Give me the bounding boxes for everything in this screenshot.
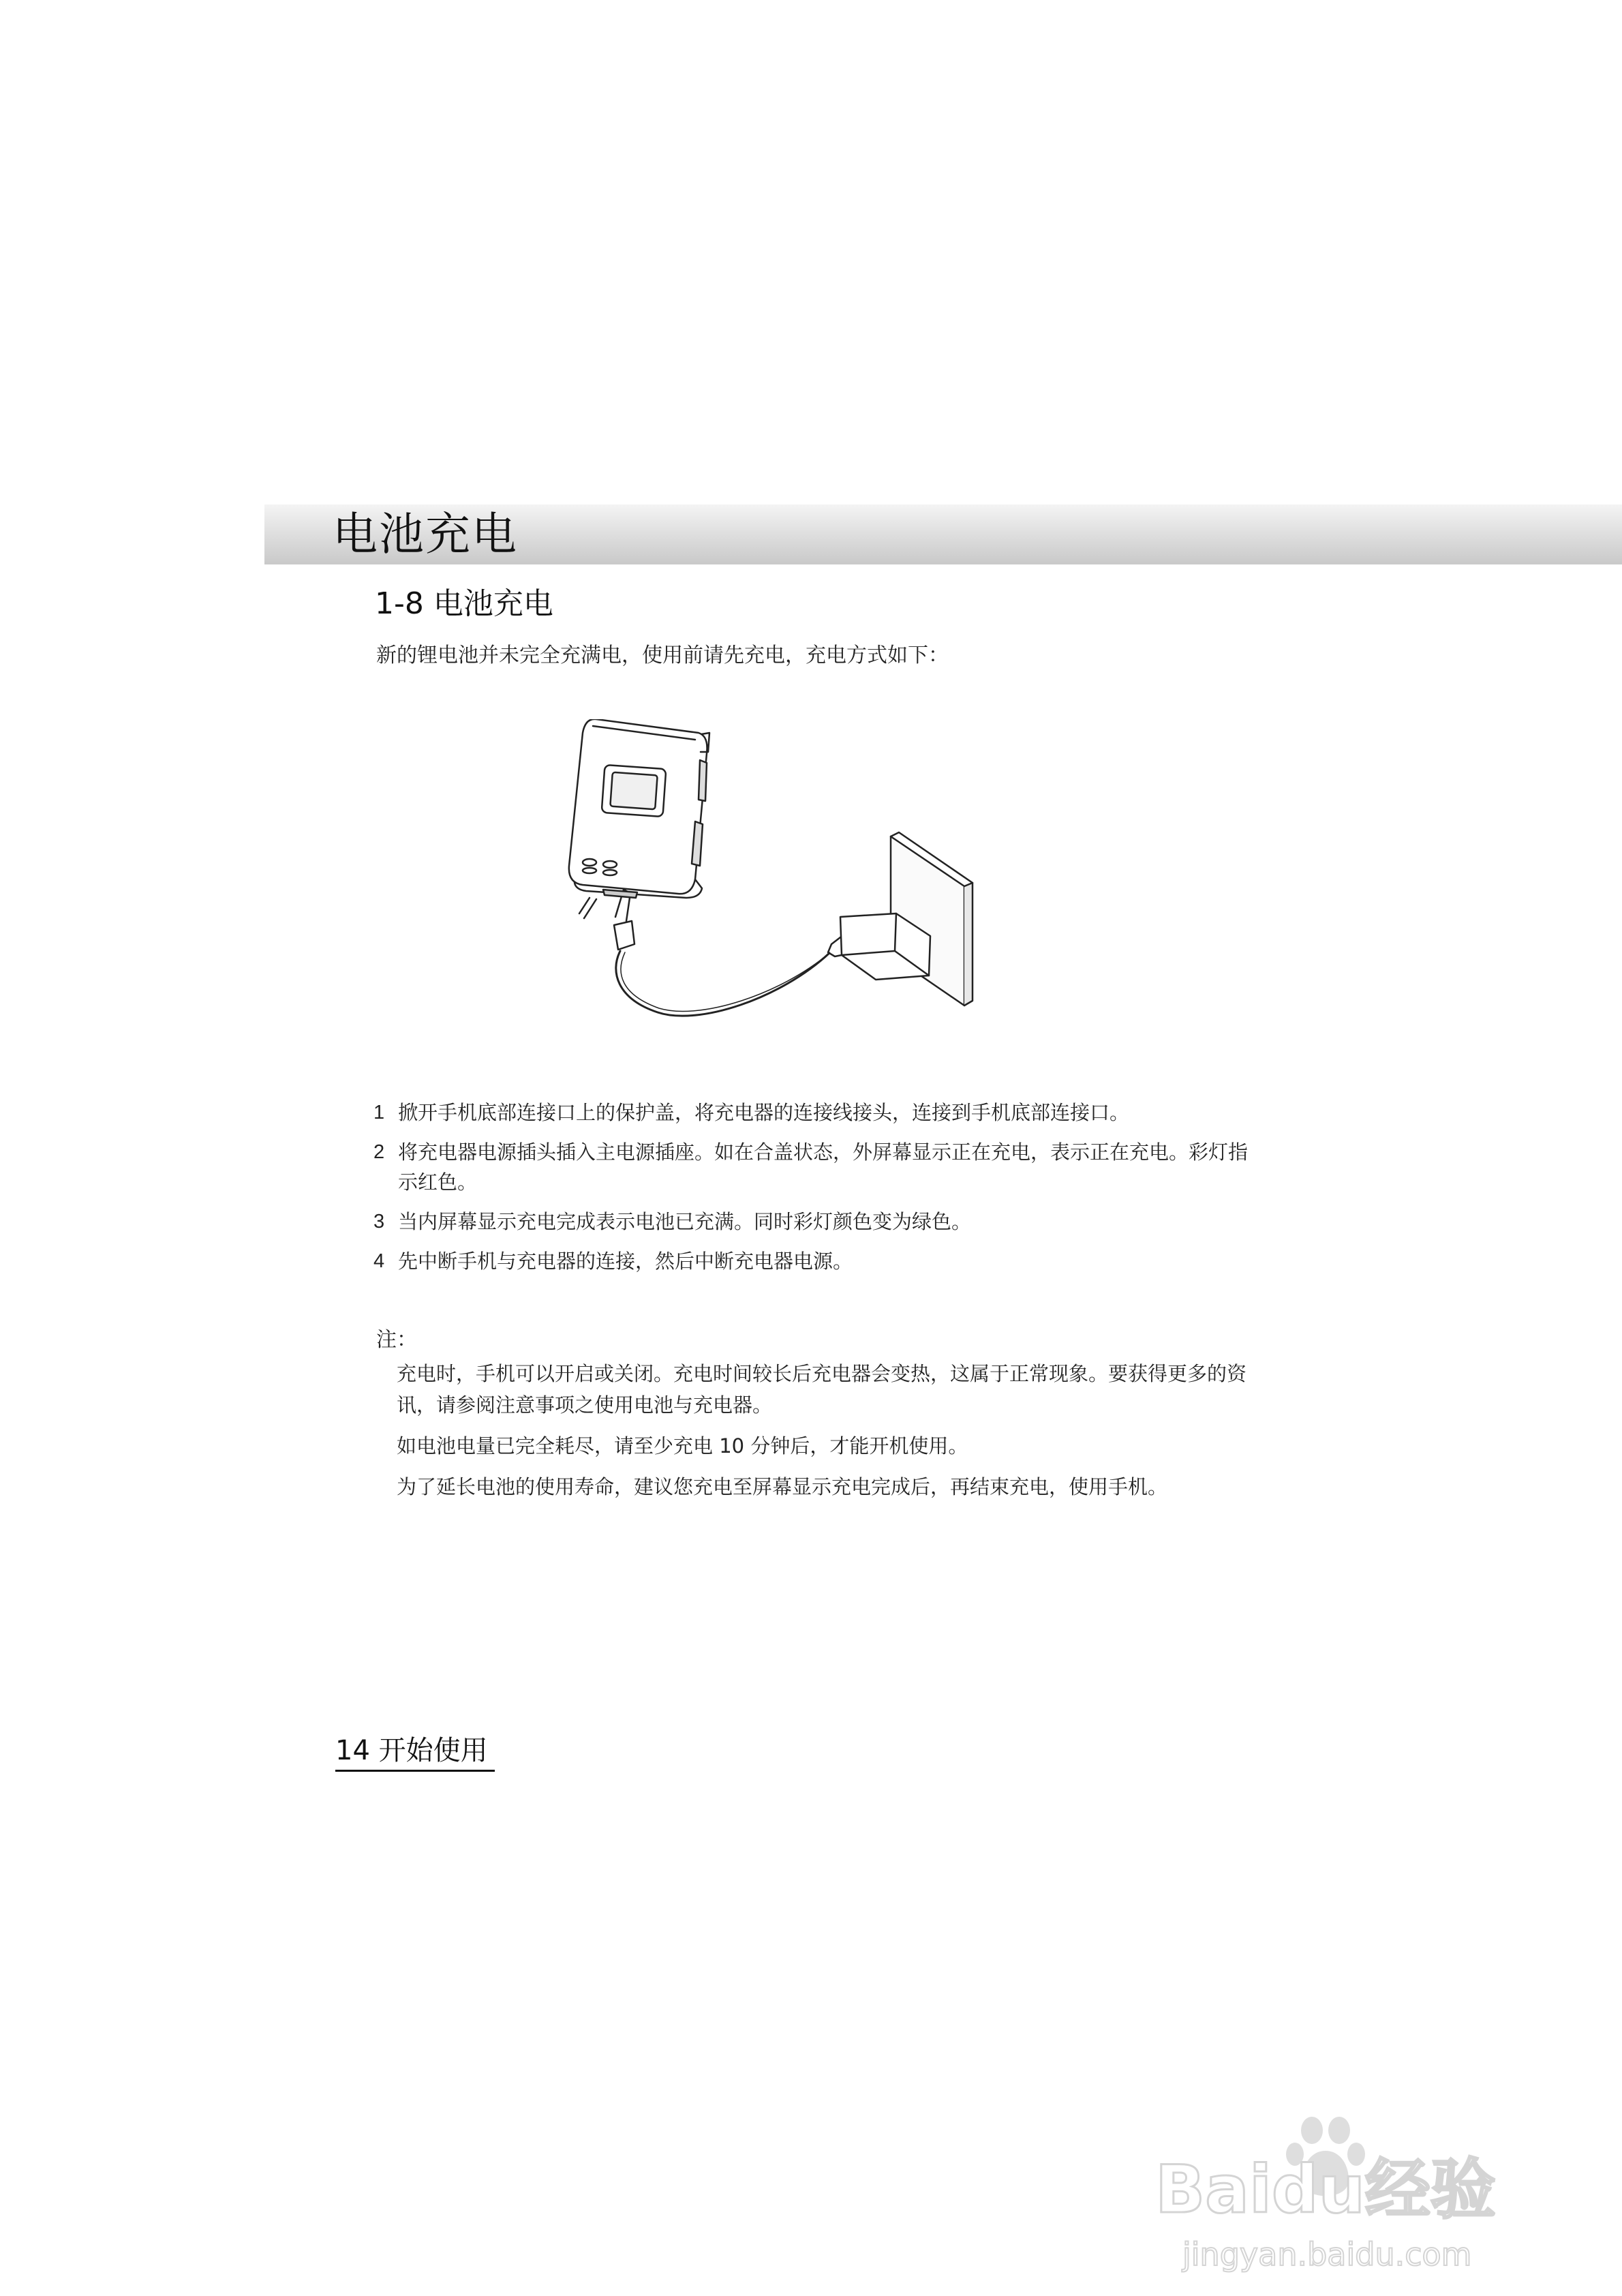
page-title: 电池充电: [333, 508, 518, 560]
section-title: 1-8 电池充电: [375, 586, 553, 621]
header-band: [264, 504, 1622, 564]
list-item: [373, 1137, 1259, 1197]
step-text: 先中断手机与充电器的连接，然后中断充电器电源。: [398, 1250, 853, 1273]
step-text: 掀开手机底部连接口上的保护盖，将充电器的连接线接头，连接到手机底部连接口。: [398, 1101, 1130, 1124]
charging-illustration: [555, 719, 978, 1019]
flip-phone-icon: [569, 719, 709, 918]
list-item: [373, 1207, 1259, 1237]
step-number: 4: [373, 1250, 385, 1272]
step-number: 2: [373, 1141, 385, 1163]
steps-list: [373, 1098, 1259, 1286]
note-label: 注：: [376, 1328, 417, 1352]
watermark-brand: Baidu经验: [1155, 2151, 1496, 2228]
cable-connector-icon: [614, 921, 634, 950]
step-text: 当内屏幕显示充电完成表示电池已充满。同时彩灯颜色变为绿色。: [398, 1210, 972, 1233]
intro-text: 新的锂电池并未完全充满电，使用前请先充电，充电方式如下：: [376, 644, 949, 667]
note-item: 如电池电量已完全耗尽，请至少充电 10 分钟后，才能开机使用。: [397, 1434, 968, 1457]
list-item: [373, 1246, 1259, 1276]
note-item: 充电时，手机可以开启或关闭。充电时间较长后充电器会变热，这属于正常现象。要获得更多的资讯，请参阅注意事项之使用电池与充电器。: [397, 1362, 1247, 1417]
note-item: 为了延长电池的使用寿命，建议您充电至屏幕显示充电完成后，再结束充电，使用手机。: [397, 1475, 1168, 1498]
step-number: 3: [373, 1211, 385, 1233]
watermark-url: jingyan.baidu.com: [1182, 2236, 1472, 2273]
notes-list: [397, 1358, 1255, 1512]
list-item: [373, 1098, 1259, 1128]
baidu-jingyan-watermark: [1142, 2110, 1523, 2280]
page-footer: 14 开始使用: [335, 1732, 495, 1772]
step-text: 将充电器电源插头插入主电源插座。如在合盖状态，外屏幕显示正在充电，表示正在充电。彩灯指示红色。: [398, 1141, 1249, 1194]
step-number: 1: [373, 1102, 385, 1123]
